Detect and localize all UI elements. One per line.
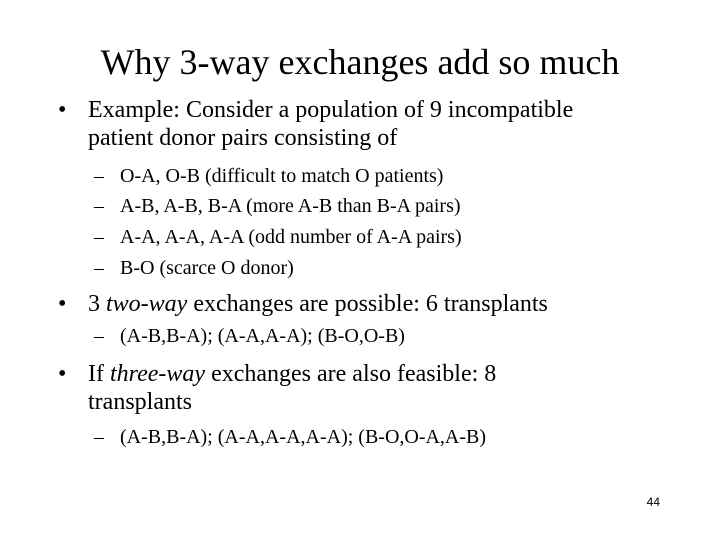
slide-title: Why 3-way exchanges add so much (100, 42, 620, 82)
sub-bullet-text: B-O (scarce O donor) (120, 257, 294, 279)
sub-bullet-mark: – (94, 325, 104, 347)
sub-bullet-mark: – (94, 426, 104, 448)
sub-bullet-text: O-A, O-B (difficult to match O patients) (120, 165, 444, 187)
bullet-two-way (58, 290, 678, 318)
bullet-example (58, 96, 678, 152)
sub-bullet-mark: – (94, 226, 104, 248)
bullet-text-post: exchanges are also feasible: 8 (205, 361, 497, 387)
sub-bullet (94, 256, 674, 280)
bullet-mark: • (58, 291, 67, 317)
sub-bullet-mark: – (94, 195, 104, 217)
sub-bullet-text: (A-B,B-A); (A-A,A-A); (B-O,O-B) (120, 325, 405, 347)
sub-bullet-text: (A-B,B-A); (A-A,A-A,A-A); (B-O,O-A,A-B) (120, 426, 487, 448)
sub-bullet (94, 324, 674, 348)
bullet-text-line-2: transplants (88, 389, 192, 415)
bullet-three-way (58, 360, 678, 416)
sub-bullet-mark: – (94, 165, 104, 187)
bullet-text-line-1 (88, 360, 678, 388)
bullet-text-emphasis: two-way (106, 291, 188, 317)
bullet-text (88, 290, 678, 318)
bullet-text-pre: If (88, 361, 110, 387)
bullet-text-emphasis: three-way (109, 361, 206, 387)
sub-bullet-mark: – (94, 257, 104, 279)
sub-bullet (94, 425, 674, 449)
sub-bullet-text: A-A, A-A, A-A (odd number of A-A pairs) (120, 226, 462, 248)
sub-bullet (94, 225, 674, 249)
bullet-text-line-1: Example: Consider a population of 9 incompatible (88, 97, 574, 123)
sub-bullet (94, 194, 674, 218)
bullet-text-line-2: patient donor pairs consisting of (88, 125, 398, 151)
sub-bullet (94, 164, 674, 188)
bullet-mark: • (58, 97, 67, 123)
sub-bullet-text: A-B, A-B, B-A (more A-B than B-A pairs) (120, 195, 461, 217)
bullet-text-pre: 3 (88, 291, 106, 317)
bullet-text-post: exchanges are possible: 6 transplants (187, 291, 548, 317)
bullet-mark: • (58, 361, 67, 387)
page-number: 44 (646, 495, 660, 509)
